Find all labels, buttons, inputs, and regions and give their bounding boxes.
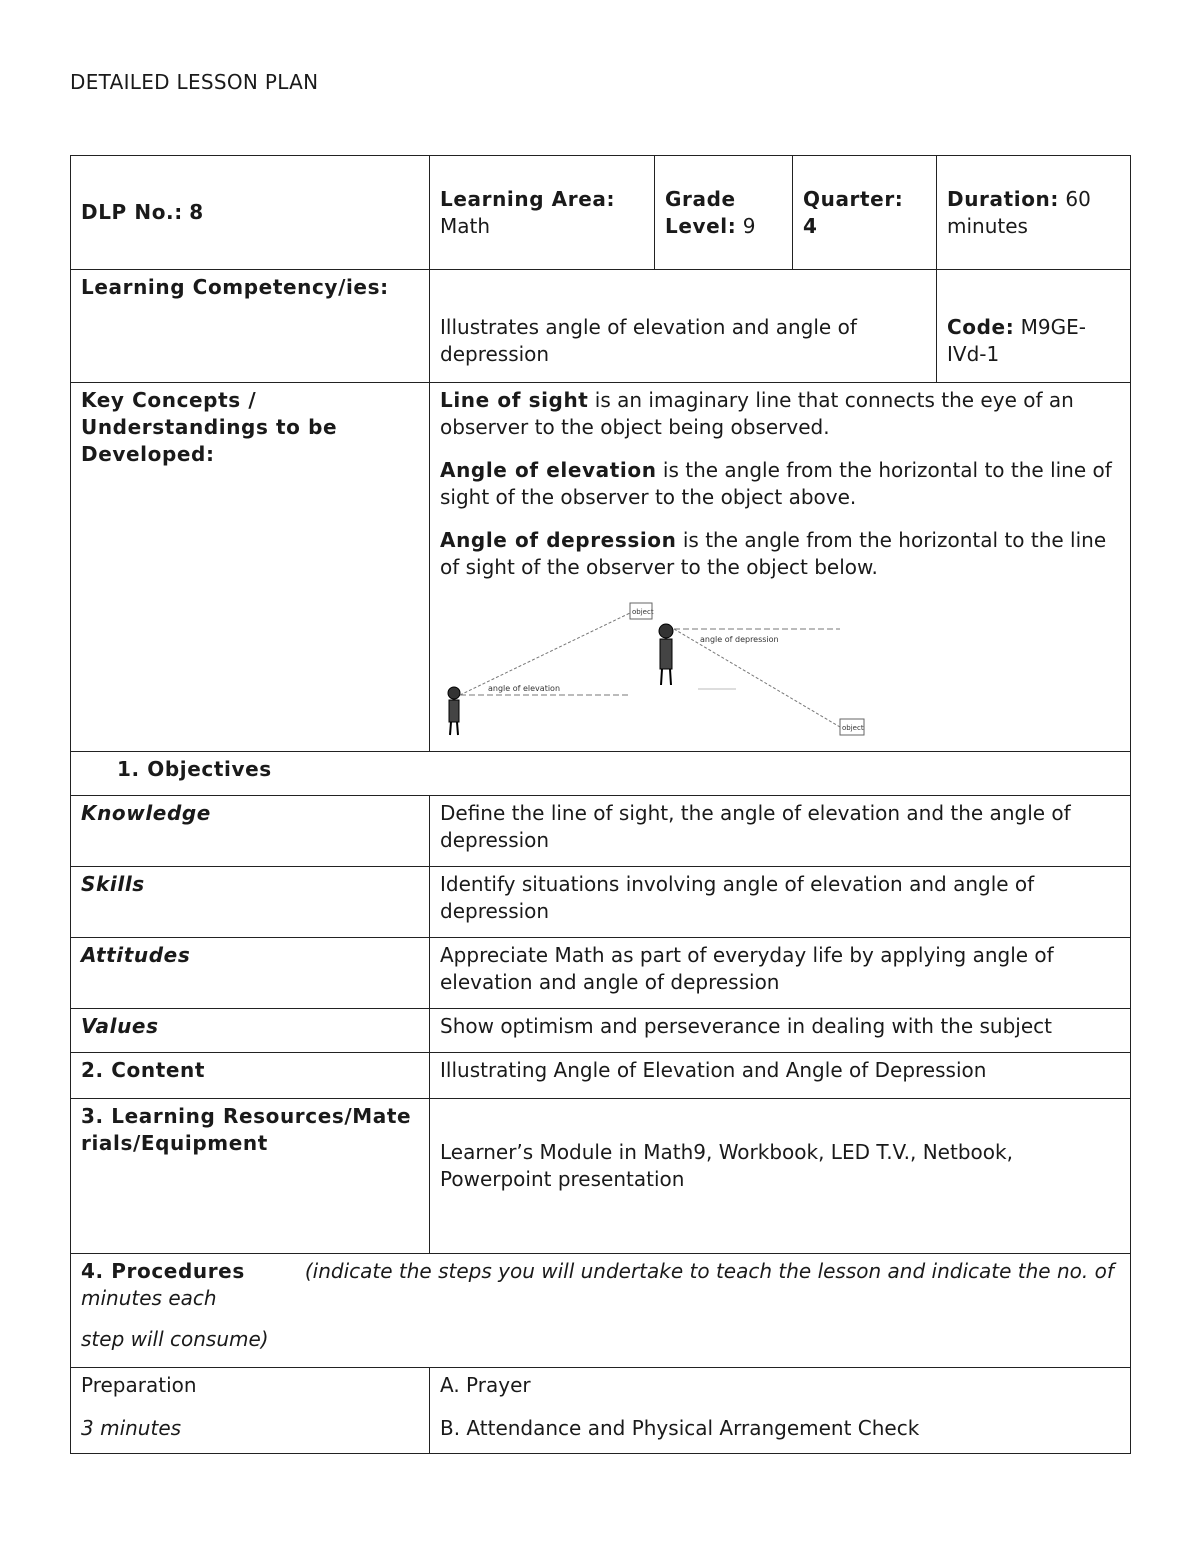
content-label: 2. Content [81,1058,206,1082]
objective-label: Knowledge [81,801,211,825]
objectives-heading: 1. Objectives [117,757,272,781]
code-label: Code: [947,315,1015,339]
objective-label-cell [71,867,430,938]
objective-text: Define the line of sight, the angle of elevation and the angle of depression [440,801,1071,852]
concept-angle-of-elevation [440,457,1120,511]
procedures-line [81,1258,1120,1312]
content-label-cell [71,1053,430,1099]
grade-level-value: 9 [742,213,756,238]
objective-text: Appreciate Math as part of everyday life by applying angle of elevation and angle of depression [440,943,1054,994]
competency-row [71,270,1131,383]
dlp-cell [71,156,430,270]
quarter-cell [793,156,937,270]
content-text-cell [430,1053,1131,1099]
objective-row-knowledge [71,796,1131,867]
procedures-label: 4. Procedures [81,1259,245,1283]
observer-elevation [448,687,460,735]
document-title: DETAILED LESSON PLAN [70,70,319,94]
line-of-sight-elevation [460,613,630,695]
lesson-plan-table [70,155,1131,1454]
resources-text-cell [430,1099,1131,1254]
procedures-cell [71,1254,1131,1368]
objective-text: Identify situations involving angle of elevation and angle of depression [440,872,1035,923]
objective-label-cell [71,938,430,1009]
objective-label: Values [81,1014,159,1038]
quarter-value: 4 [803,213,818,238]
content-text: Illustrating Angle of Elevation and Angle of Depression [440,1058,987,1082]
quarter-label: Quarter: [803,186,904,211]
preparation-label: Preparation [81,1373,197,1397]
dlp-label: DLP No.: [81,200,183,224]
objective-label: Attitudes [81,943,191,967]
objective-label-cell [71,796,430,867]
procedures-row [71,1254,1131,1368]
competency-label: Learning Competency/ies: [81,275,389,299]
concept-term: Angle of depression [440,528,677,552]
concept-angle-of-depression [440,527,1120,581]
competency-label-cell [71,270,430,383]
preparation-step-b: B. Attendance and Physical Arrangement Check [440,1416,920,1440]
duration-label: Duration: [947,186,1059,211]
key-concepts-content-cell [430,383,1131,752]
objective-label: Skills [81,872,145,896]
learning-area-value: Math [440,213,491,238]
objective-label-cell [71,1009,430,1053]
grade-level-label: Grade Level: [665,186,737,238]
learning-area-cell [430,156,655,270]
objective-row-attitudes [71,938,1131,1009]
concept-definition: is the angle from the horizontal to the line of sight of the observer to the object below. [440,528,1107,579]
code-value: M9GE-IVd-1 [947,315,1086,366]
dlp-value: 8 [189,200,204,224]
objectives-heading-cell [71,752,1131,796]
concept-definition: is an imaginary line that connects the eye of an observer to the object being observed. [440,388,1074,439]
grade-level-cell [655,156,793,270]
elevation-label: angle of elevation [488,684,561,693]
resources-label-cell [71,1099,430,1254]
objectives-heading-row [71,752,1131,796]
preparation-row [71,1368,1131,1454]
depression-label: angle of depression [700,635,779,644]
concept-term: Angle of elevation [440,458,657,482]
content-row [71,1053,1131,1099]
concept-line-of-sight [440,387,1120,441]
object-bottom-label: object [842,724,864,732]
objective-text: Show optimism and perseverance in dealing with the subject [440,1014,1052,1038]
header-row [71,156,1131,270]
key-concepts-label-cell [71,383,430,752]
objective-text-cell [430,1009,1131,1053]
key-concepts-label: Key Concepts / Understandings to be Developed: [81,388,338,466]
objective-text-cell [430,867,1131,938]
objective-row-skills [71,867,1131,938]
preparation-minutes: 3 minutes [81,1416,182,1440]
competency-text-cell [430,270,937,383]
preparation-label-cell [71,1368,430,1454]
objective-text-cell [430,938,1131,1009]
key-concepts-row [71,383,1131,752]
preparation-step-a: A. Prayer [440,1373,531,1397]
duration-value: 60 minutes [947,186,1091,238]
objective-text-cell [430,796,1131,867]
code-cell [937,270,1131,383]
resources-text: Learner’s Module in Math9, Workbook, LED T.V., Netbook, Powerpoint presentation [440,1140,1013,1191]
competency-text: Illustrates angle of elevation and angle of depression [440,315,857,366]
concept-definition: is the angle from the horizontal to the line of sight of the observer to the object above. [440,458,1112,509]
object-top-label: object [632,608,654,616]
duration-cell [937,156,1131,270]
procedures-note: (indicate the steps you will undertake to teach the lesson and indicate the no. of minutes each [81,1259,1114,1310]
learning-area-label: Learning Area: [440,186,616,211]
resources-row [71,1099,1131,1254]
elevation-depression-illustration [440,599,880,741]
procedures-note-continued: step will consume) [81,1327,269,1351]
resources-label: 3. Learning Resources/Materials/Equipment [81,1104,412,1155]
preparation-steps-cell [430,1368,1131,1454]
objective-row-values [71,1009,1131,1053]
observer-depression [659,624,673,685]
concept-term: Line of sight [440,388,589,412]
